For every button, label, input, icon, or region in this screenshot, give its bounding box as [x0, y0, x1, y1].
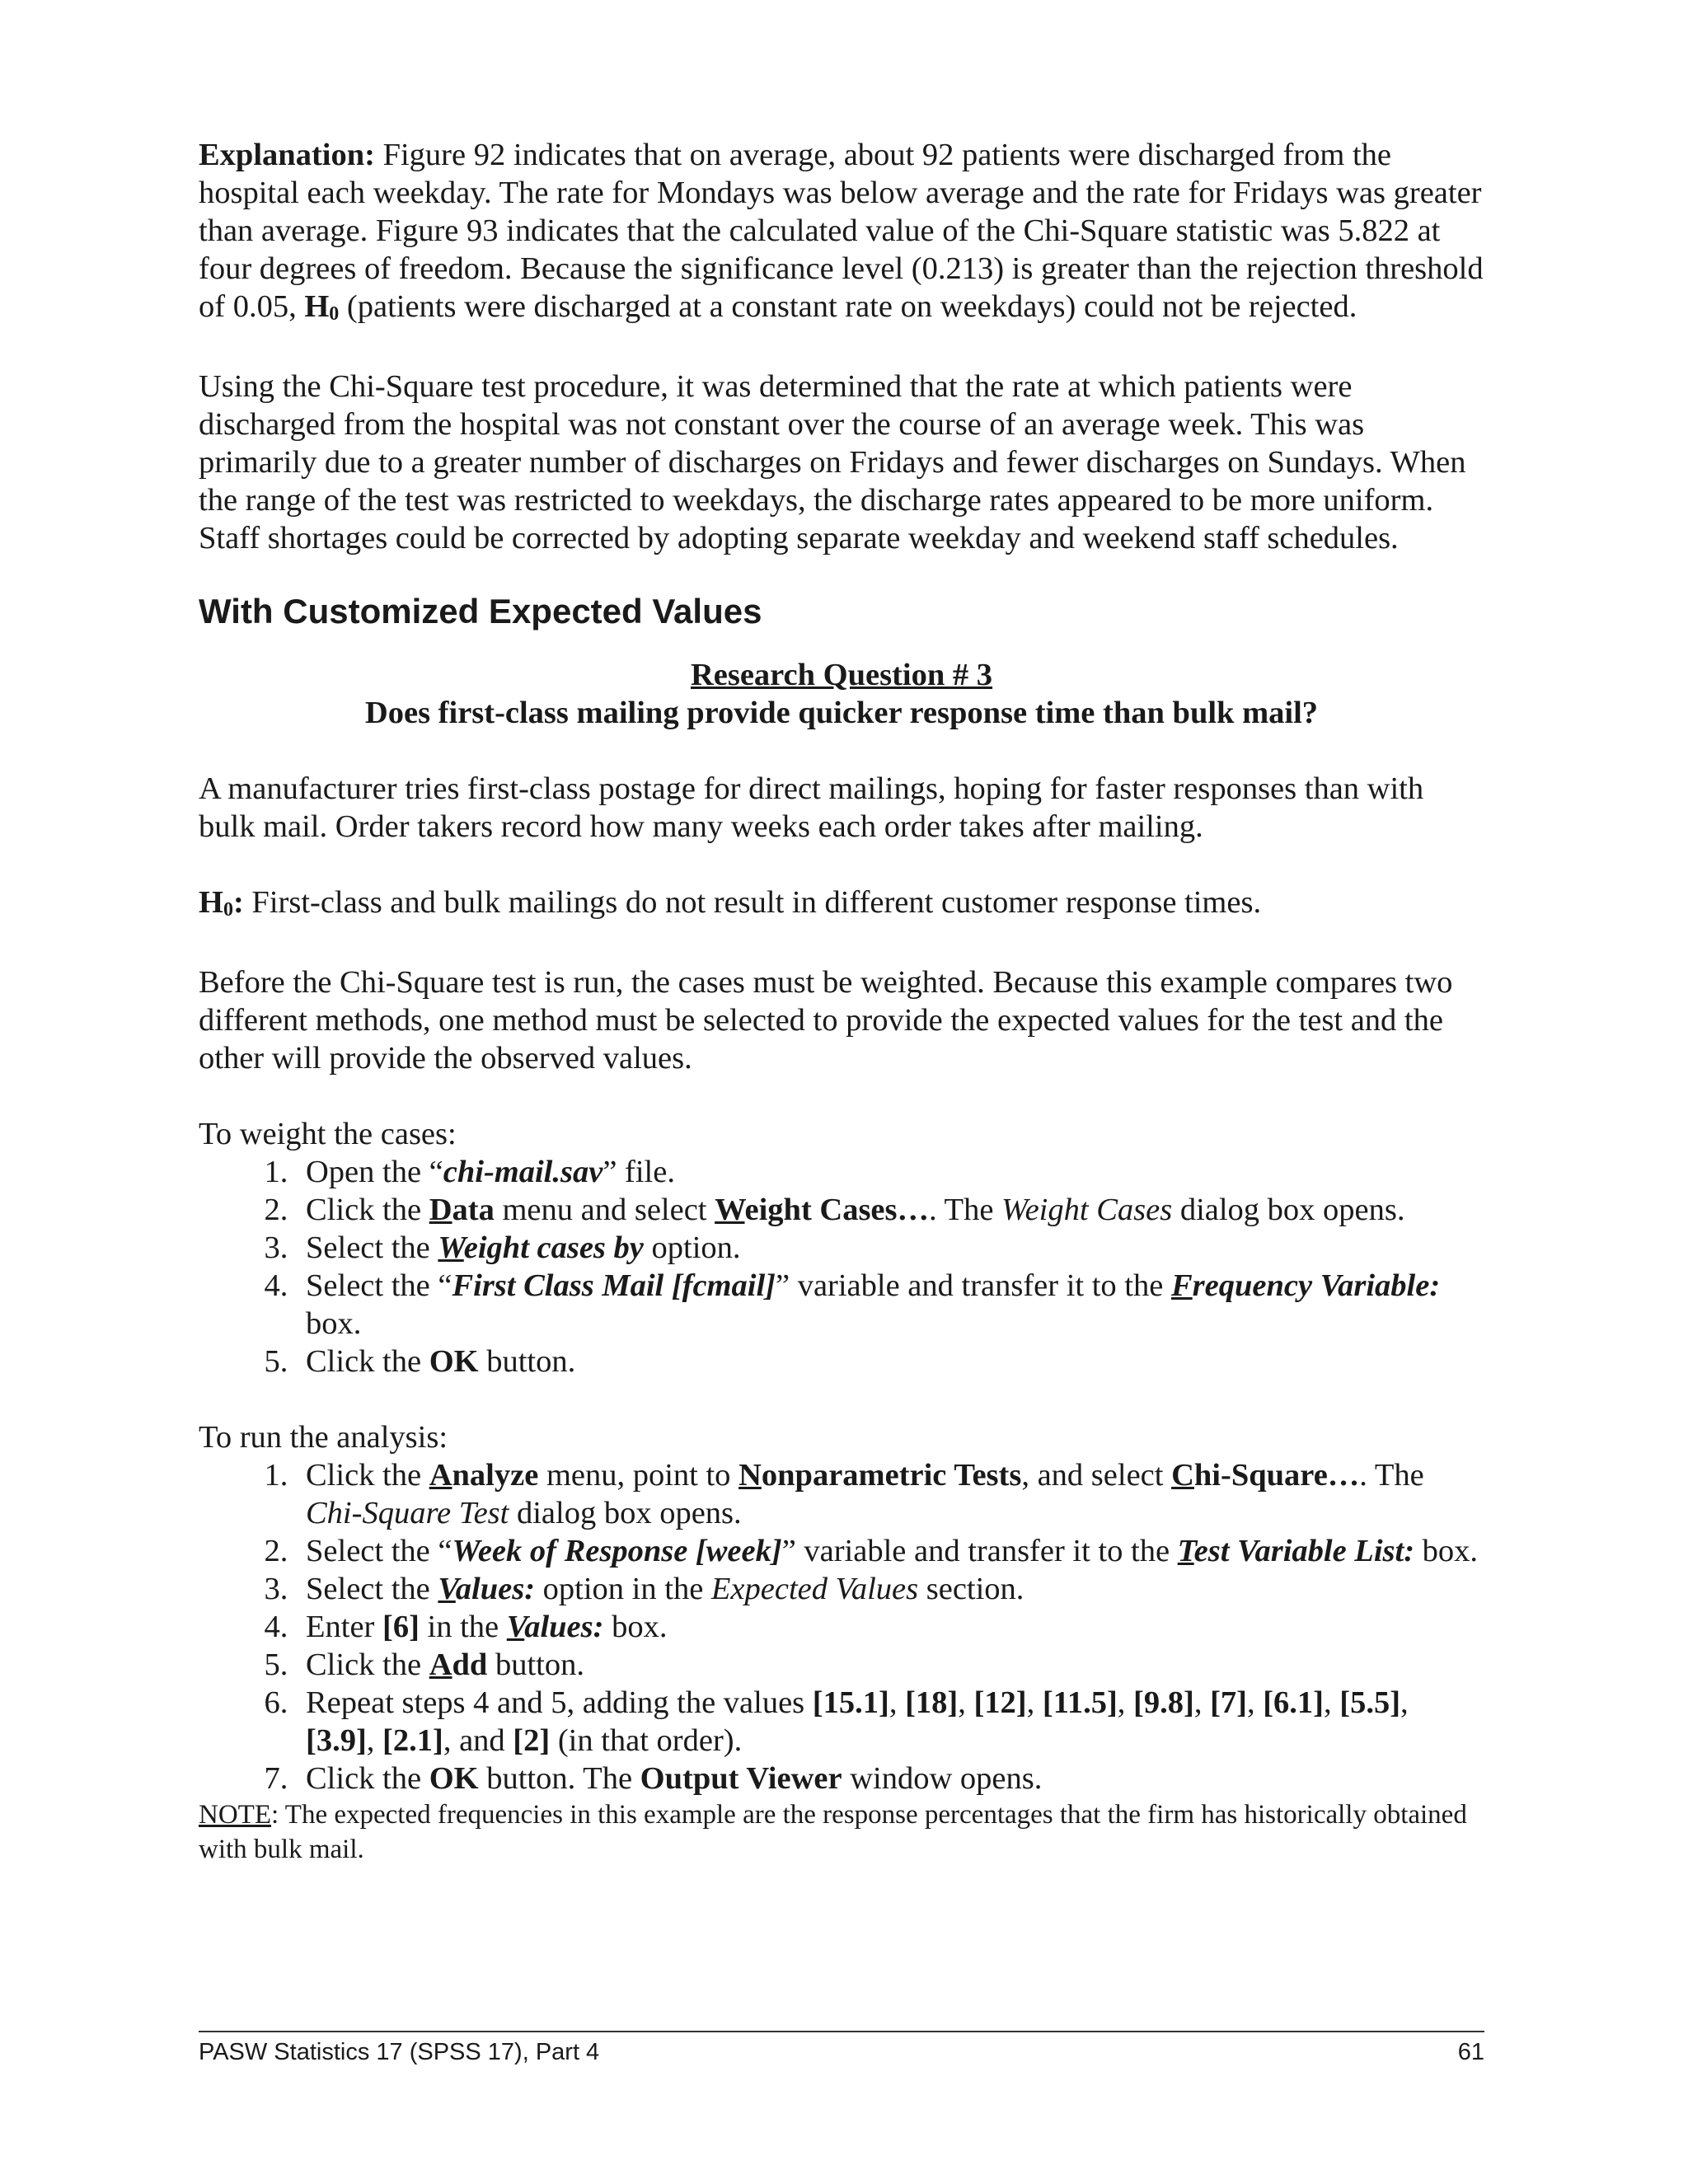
- section-heading: With Customized Expected Values: [199, 592, 762, 630]
- run-step-4: 4. Enter [6] in the Values: box.: [296, 1608, 1484, 1646]
- footer-title: PASW Statistics 17 (SPSS 17), Part 4: [199, 2039, 600, 2065]
- page-number: 61: [1457, 2039, 1484, 2065]
- note-label: NOTE: [199, 1800, 271, 1830]
- run-step-3: 3. Select the Values: option in the Expected Values section.: [296, 1570, 1484, 1608]
- run-step-5: 5. Click the Add button.: [296, 1646, 1484, 1684]
- weight-intro: To weight the cases:: [199, 1117, 457, 1151]
- run-step-2: 2. Select the “Week of Response [week]” variable and transfer it to the Test Variable List: box.: [296, 1532, 1484, 1570]
- hypothesis-statement: $H_0$: First-class and bulk mailings do not result in different customer response times.: [199, 885, 1262, 921]
- run-intro: To run the analysis:: [199, 1420, 448, 1455]
- page-footer: [199, 2031, 1484, 2067]
- explanation-paragraph: Explanation: Figure 92 indicates that on average, about 92 patients were discharged from the hospital each weekday. The rate for Mondays was below average and the rate for Fridays was greater than average. Figure 93 indicates that the calculated value of the Chi-Square statistic was 5.822 at four degrees of freedom. Because the significance level (0.213) is greater than the rejection threshold of 0.05, $H_0$ (patients were discharged at a constant rate on weekdays) could not be rejected.: [199, 138, 1484, 325]
- explanation-label: Explanation:: [199, 138, 375, 172]
- research-question-title: Research Question # 3: [690, 658, 993, 692]
- run-step-7: 7. Click the OK button. The Output Viewer window opens.: [296, 1760, 1484, 1797]
- null-hypothesis-symbol: $H_0$: [304, 289, 340, 325]
- weight-steps-list: [199, 1153, 1484, 1380]
- run-step-6: 6. Repeat steps 4 and 5, adding the values [15.1], [18], [12], [11.5], [9.8], [7], [6.1], [5.5], [3.9], [2.1], and [2] (in that order).: [296, 1684, 1484, 1760]
- weight-step-3: 3. Select the Weight cases by option.: [296, 1229, 1484, 1267]
- weight-step-2: 2. Click the Data menu and select Weight Cases…. The Weight Cases dialog box opens.: [296, 1191, 1484, 1229]
- weight-step-1: 1. Open the “chi-mail.sav” file.: [296, 1153, 1484, 1191]
- run-steps-list: [199, 1456, 1484, 1797]
- weighting-paragraph: Before the Chi-Square test is run, the cases must be weighted. Because this example compares two different methods, one method must be selected to provide the expected values for the test and the other will provide the observed values.: [199, 965, 1453, 1076]
- scenario-paragraph: A manufacturer tries first-class postage for direct mailings, hoping for faster responses than with bulk mail. Order takers record how many weeks each order takes after mailing.: [199, 771, 1424, 844]
- weight-step-4: 4. Select the “First Class Mail [fcmail]” variable and transfer it to the Frequency Variable: box.: [296, 1267, 1484, 1343]
- run-step-1: 1. Click the Analyze menu, point to Nonparametric Tests, and select Chi-Square…. The Chi-Square Test dialog box opens.: [296, 1456, 1484, 1532]
- research-question-text: Does first-class mailing provide quicker response time than bulk mail?: [364, 696, 1319, 730]
- weight-step-5: 5. Click the OK button.: [296, 1343, 1484, 1380]
- note-paragraph: NOTE: The expected frequencies in this example are the response percentages that the firm has historically obtained with bulk mail.: [199, 1800, 1467, 1864]
- document-page: [199, 136, 1484, 1867]
- conclusion-paragraph: Using the Chi-Square test procedure, it was determined that the rate at which patients were discharged from the hospital was not constant over the course of an average week. This was primarily due to a greater number of discharges on Fridays and fewer discharges on Sundays. When the range of the test was restricted to weekdays, the discharge rates appeared to be more uniform. Staff shortages could be corrected by adopting separate weekday and weekend staff schedules.: [199, 369, 1466, 555]
